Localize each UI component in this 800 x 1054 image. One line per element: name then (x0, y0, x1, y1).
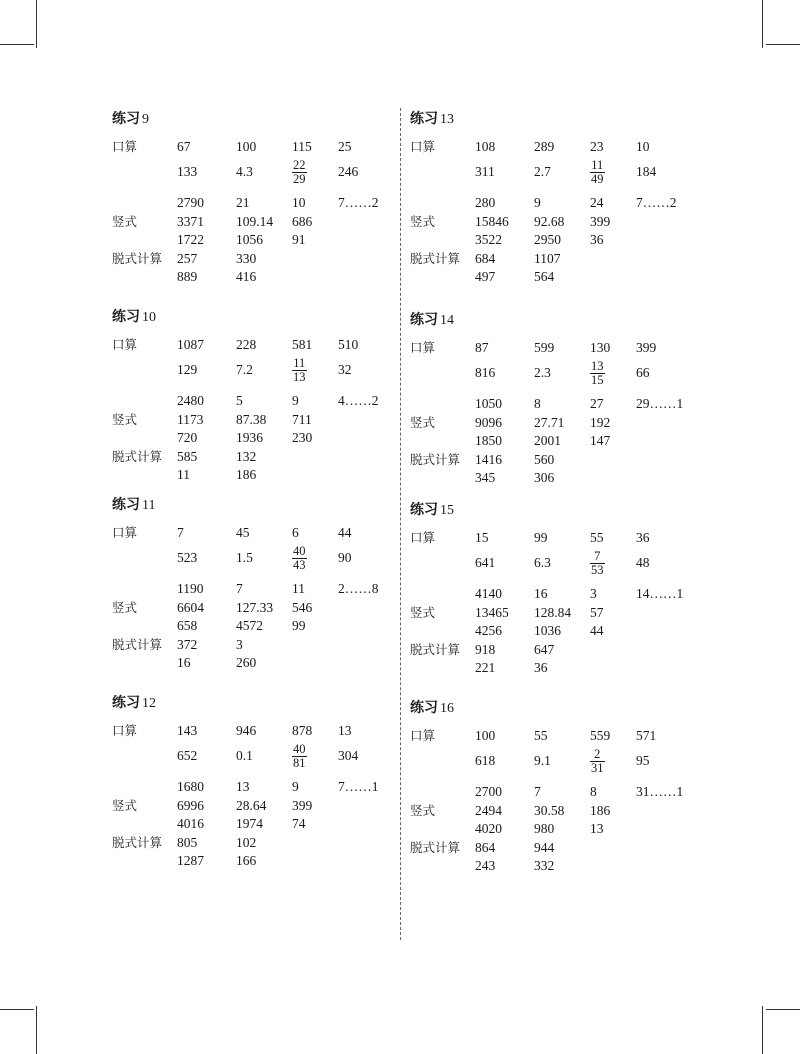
answer-cell: 2.7 (534, 163, 551, 179)
answer-cell: 306 (534, 470, 555, 485)
section-title: 练习 15 (410, 503, 454, 518)
exercise-section (410, 110, 710, 311)
answer-cell: 416 (236, 269, 257, 284)
answer-cell: 16 (534, 585, 548, 601)
answer-cell: 186 (236, 467, 257, 482)
answer-cell: 9096 (475, 414, 502, 430)
answer-cell: 4.3 (236, 163, 253, 179)
fraction-answer (590, 548, 605, 578)
answer-cell: 14……1 (636, 585, 684, 601)
answer-cell: 7 (177, 525, 184, 540)
answer-cell: 221 (475, 660, 496, 675)
fraction-denominator: 43 (293, 557, 306, 572)
fraction-denominator: 15 (591, 372, 604, 387)
answer-cell: 5 (236, 392, 243, 408)
section-title: 练习 12 (112, 696, 156, 711)
crop-mark (762, 1006, 763, 1054)
answer-cell: 91 (292, 232, 306, 247)
answer-cell: 1173 (177, 411, 204, 427)
answer-cell: 74 (292, 816, 306, 831)
answer-cell: 243 (475, 858, 496, 873)
answer-cell: 48 (636, 554, 650, 570)
fraction-denominator: 81 (293, 755, 306, 770)
fraction-answer (292, 543, 307, 573)
answer-cell: 1056 (236, 232, 263, 247)
tuoshi-label: 脱式计算 (410, 451, 461, 467)
answer-cell: 130 (590, 340, 611, 355)
answer-cell: 31……1 (636, 783, 684, 799)
answer-cell: 1416 (475, 451, 502, 467)
exercise-section (112, 496, 412, 694)
kousuan-label: 口算 (410, 340, 436, 355)
answer-cell: 166 (236, 853, 257, 868)
answer-cell: 1036 (534, 623, 561, 638)
answer-cell: 7 (534, 783, 541, 799)
fraction-answer (292, 741, 307, 771)
answer-cell: 585 (177, 448, 198, 464)
answer-cell: 90 (338, 549, 352, 565)
answer-cell: 1722 (177, 232, 204, 247)
answer-cell: 304 (338, 747, 359, 763)
answer-cell: 67 (177, 139, 191, 154)
answer-cell: 805 (177, 834, 198, 850)
answer-cell: 9 (534, 194, 541, 210)
answer-cell: 658 (177, 618, 198, 633)
shushi-label: 竖式 (112, 797, 138, 813)
answer-cell: 36 (534, 660, 548, 675)
answer-cell: 918 (475, 641, 496, 657)
fraction-answer (292, 355, 307, 385)
answer-cell: 102 (236, 834, 257, 850)
answer-cell: 32 (338, 361, 352, 377)
shushi-label: 竖式 (410, 802, 436, 818)
fraction-denominator: 31 (591, 760, 604, 775)
answer-cell: 36 (590, 232, 604, 247)
left-column (112, 110, 412, 882)
section-title: 练习 10 (112, 310, 156, 325)
shushi-label: 竖式 (410, 213, 436, 229)
answer-cell: 889 (177, 269, 198, 284)
answer-cell: 87 (475, 340, 489, 355)
answer-cell: 564 (534, 269, 555, 284)
section-title: 练习 11 (112, 498, 156, 513)
answer-cell: 4020 (475, 821, 502, 836)
tuoshi-label: 脱式计算 (410, 641, 461, 657)
answer-cell: 2700 (475, 783, 502, 799)
crop-mark (0, 1009, 34, 1010)
answer-cell: 24 (590, 194, 604, 210)
answer-cell: 9 (292, 392, 299, 408)
answer-cell: 100 (475, 728, 496, 743)
answer-cell: 9.1 (534, 752, 551, 768)
fraction-denominator: 49 (591, 171, 604, 186)
answer-cell: 330 (236, 250, 257, 266)
answer-cell: 8 (534, 395, 541, 411)
answer-cell: 2950 (534, 232, 561, 247)
answer-cell: 11 (292, 580, 305, 596)
section-title: 练习 16 (410, 701, 454, 716)
tuoshi-label: 脱式计算 (112, 448, 163, 464)
answer-cell: 13 (590, 821, 604, 836)
exercise-section (112, 308, 412, 496)
answer-cell: 10 (292, 194, 306, 210)
answer-cell: 7……2 (338, 194, 379, 210)
answer-cell: 864 (475, 839, 496, 855)
answer-cell: 260 (236, 655, 257, 670)
answer-cell: 720 (177, 430, 198, 445)
answer-cell: 6604 (177, 599, 204, 615)
answer-cell: 1050 (475, 395, 502, 411)
answer-cell: 25 (338, 139, 352, 154)
crop-mark (762, 0, 763, 48)
answer-cell: 230 (292, 430, 313, 445)
answer-cell: 2……8 (338, 580, 379, 596)
answer-cell: 546 (292, 599, 313, 615)
fraction-answer (590, 358, 605, 388)
answer-cell: 4572 (236, 618, 263, 633)
tuoshi-label: 脱式计算 (112, 834, 163, 850)
answer-cell: 192 (590, 414, 611, 430)
answer-cell: 128.84 (534, 604, 572, 620)
answer-cell: 1680 (177, 778, 204, 794)
crop-mark (0, 44, 34, 45)
answer-cell: 7 (236, 580, 243, 596)
fraction-answer (590, 157, 605, 187)
answer-cell: 1087 (177, 337, 204, 352)
right-column (410, 110, 710, 887)
answer-cell: 29……1 (636, 395, 684, 411)
fraction-numerator: 2 (590, 748, 605, 762)
answer-cell: 129 (177, 361, 198, 377)
answer-cell: 647 (534, 641, 555, 657)
fraction-denominator: 53 (591, 562, 604, 577)
answer-cell: 1936 (236, 430, 263, 445)
answer-cell: 280 (475, 194, 496, 210)
tuoshi-label: 脱式计算 (112, 636, 163, 652)
fraction-numerator: 11 (591, 157, 604, 172)
section-title: 练习 14 (410, 313, 454, 328)
answer-cell: 66 (636, 364, 650, 380)
crop-mark (766, 1009, 800, 1010)
answer-cell: 1190 (177, 580, 204, 596)
answer-cell: 980 (534, 821, 555, 836)
answer-cell: 143 (177, 723, 198, 738)
answer-cell: 99 (292, 618, 306, 633)
answer-cell: 4016 (177, 816, 204, 831)
answer-cell: 92.68 (534, 213, 565, 229)
shushi-label: 竖式 (410, 604, 436, 620)
answer-cell: 686 (292, 213, 313, 229)
answer-cell: 641 (475, 554, 496, 570)
fraction-numerator: 40 (293, 543, 306, 558)
tuoshi-label: 脱式计算 (410, 839, 461, 855)
answer-cell: 523 (177, 549, 198, 565)
answer-cell: 599 (534, 340, 555, 355)
answer-cell: 228 (236, 337, 257, 352)
crop-mark (766, 44, 800, 45)
answer-cell: 7.2 (236, 361, 253, 377)
answer-cell: 289 (534, 139, 555, 154)
answer-cell: 55 (534, 728, 548, 743)
answer-cell: 15 (475, 530, 489, 545)
answer-cell: 3 (590, 585, 597, 601)
answer-cell: 4140 (475, 585, 502, 601)
answer-cell: 21 (236, 194, 250, 210)
answer-cell: 559 (590, 728, 611, 743)
answer-cell: 878 (292, 723, 313, 738)
answer-cell: 3371 (177, 213, 204, 229)
exercise-section (112, 694, 412, 882)
answer-cell: 332 (534, 858, 555, 873)
answer-cell: 6996 (177, 797, 204, 813)
shushi-label: 竖式 (112, 599, 138, 615)
fraction-answer (292, 157, 307, 187)
answer-cell: 399 (636, 340, 657, 355)
crop-mark (36, 1006, 37, 1054)
answer-cell: 7……1 (338, 778, 379, 794)
answer-cell: 399 (590, 213, 611, 229)
answer-cell: 345 (475, 470, 496, 485)
tuoshi-label: 脱式计算 (410, 250, 461, 266)
answer-cell: 7……2 (636, 194, 677, 210)
answer-cell: 87.38 (236, 411, 267, 427)
answer-cell: 95 (636, 752, 650, 768)
answer-cell: 2790 (177, 194, 204, 210)
answer-cell: 57 (590, 604, 604, 620)
shushi-label: 竖式 (410, 414, 436, 430)
answer-cell: 1974 (236, 816, 263, 831)
answer-cell: 13 (338, 723, 352, 738)
answer-cell: 652 (177, 747, 198, 763)
answer-cell: 581 (292, 337, 313, 352)
answer-cell: 11 (177, 467, 190, 482)
answer-cell: 946 (236, 723, 257, 738)
kousuan-label: 口算 (112, 139, 138, 154)
answer-cell: 3522 (475, 232, 502, 247)
kousuan-label: 口算 (112, 525, 138, 540)
fraction-numerator: 11 (293, 355, 306, 370)
answer-cell: 618 (475, 752, 496, 768)
fraction-numerator: 7 (590, 550, 605, 564)
answer-cell: 109.14 (236, 213, 274, 229)
section-title: 练习 9 (112, 112, 149, 127)
answer-cell: 372 (177, 636, 198, 652)
answer-cell: 15846 (475, 213, 509, 229)
answer-cell: 1287 (177, 853, 204, 868)
answer-cell: 13 (236, 778, 250, 794)
answer-cell: 30.58 (534, 802, 565, 818)
answer-cell: 27.71 (534, 414, 565, 430)
answer-cell: 127.33 (236, 599, 274, 615)
answer-cell: 2.3 (534, 364, 551, 380)
shushi-label: 竖式 (112, 213, 138, 229)
exercise-section (112, 110, 412, 308)
kousuan-label: 口算 (410, 139, 436, 154)
answer-cell: 115 (292, 139, 312, 154)
answer-cell: 560 (534, 451, 555, 467)
answer-cell: 16 (177, 655, 191, 670)
kousuan-label: 口算 (112, 337, 138, 352)
answer-cell: 27 (590, 395, 604, 411)
answer-cell: 1.5 (236, 549, 253, 565)
answer-cell: 6 (292, 525, 299, 540)
shushi-label: 竖式 (112, 411, 138, 427)
answer-cell: 0.1 (236, 747, 253, 763)
answer-cell: 1850 (475, 433, 502, 448)
answer-cell: 6.3 (534, 554, 551, 570)
kousuan-label: 口算 (112, 723, 138, 738)
answer-cell: 45 (236, 525, 250, 540)
answer-cell: 311 (475, 163, 495, 179)
exercise-section (410, 699, 710, 887)
answer-cell: 399 (292, 797, 313, 813)
exercise-section (410, 311, 710, 501)
answer-cell: 497 (475, 269, 496, 284)
answer-cell: 8 (590, 783, 597, 799)
answer-cell: 36 (636, 530, 650, 545)
answer-cell: 9 (292, 778, 299, 794)
answer-cell: 10 (636, 139, 650, 154)
answer-cell: 99 (534, 530, 548, 545)
section-title: 练习 13 (410, 112, 454, 127)
answer-cell: 246 (338, 163, 359, 179)
answer-cell: 2494 (475, 802, 502, 818)
answer-cell: 13465 (475, 604, 509, 620)
fraction-denominator: 13 (293, 369, 306, 384)
fraction-numerator: 22 (293, 157, 306, 172)
crop-mark (36, 0, 37, 48)
tuoshi-label: 脱式计算 (112, 250, 163, 266)
fraction-numerator: 13 (591, 358, 604, 373)
answer-cell: 108 (475, 139, 496, 154)
fraction-answer (590, 746, 605, 776)
answer-cell: 816 (475, 364, 496, 380)
answer-cell: 4……2 (338, 392, 379, 408)
answer-cell: 510 (338, 337, 359, 352)
answer-cell: 28.64 (236, 797, 267, 813)
kousuan-label: 口算 (410, 728, 436, 743)
answer-cell: 2480 (177, 392, 204, 408)
answer-cell: 44 (338, 525, 352, 540)
answer-cell: 147 (590, 433, 611, 448)
answer-cell: 684 (475, 250, 496, 266)
exercise-section (410, 501, 710, 699)
kousuan-label: 口算 (410, 530, 436, 545)
answer-cell: 184 (636, 163, 657, 179)
answer-cell: 257 (177, 250, 198, 266)
answer-cell: 100 (236, 139, 257, 154)
fraction-denominator: 29 (293, 171, 306, 186)
answer-cell: 55 (590, 530, 604, 545)
answer-cell: 3 (236, 636, 243, 652)
answer-cell: 133 (177, 163, 198, 179)
answer-cell: 132 (236, 448, 257, 464)
fraction-numerator: 40 (293, 741, 306, 756)
answer-cell: 1107 (534, 250, 561, 266)
answer-cell: 4256 (475, 623, 502, 638)
answer-cell: 2001 (534, 433, 561, 448)
answer-cell: 44 (590, 623, 604, 638)
answer-cell: 186 (590, 802, 611, 818)
answer-cell: 711 (292, 411, 312, 427)
answer-cell: 571 (636, 728, 657, 743)
answer-cell: 944 (534, 839, 555, 855)
answer-cell: 23 (590, 139, 604, 154)
